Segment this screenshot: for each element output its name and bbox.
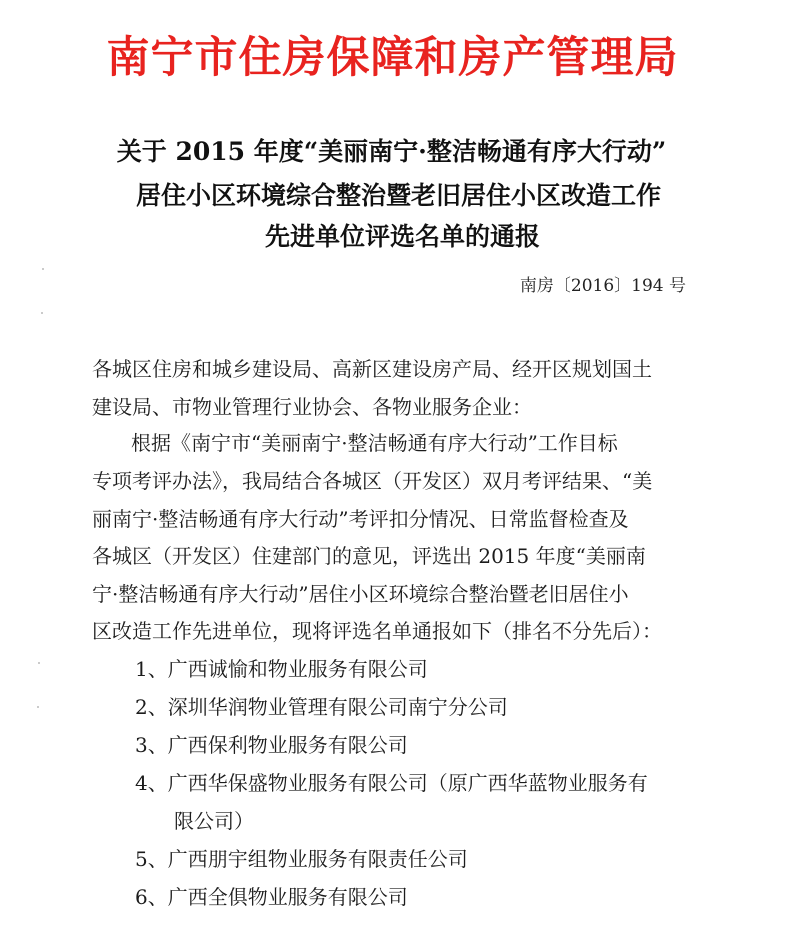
body-paragraph-line-3: 丽南宁·整洁畅通有序大行动”考评扣分情况、日常监督检查及 [92, 507, 629, 531]
notice-title-line-1: 关于 2015 年度“美丽南宁·整洁畅通有序大行动” [116, 137, 667, 166]
body-paragraph-line-4: 各城区（开发区）住建部门的意见，评选出 2015 年度“美丽南 [92, 544, 646, 568]
issuing-organization-header: 南宁市住房保障和房产管理局 [106, 33, 679, 83]
scan-speck [38, 662, 40, 664]
list-item-continuation: 限公司） [174, 809, 254, 833]
body-paragraph-line-5: 宁·整洁畅通有序大行动”居住小区环境综合整治暨老旧居住小 [92, 582, 629, 606]
list-item: 6、广西全俱物业服务有限公司 [135, 885, 408, 909]
list-item: 1、广西诚愉和物业服务有限公司 [135, 657, 428, 681]
list-item: 2、深圳华润物业管理有限公司南宁分公司 [135, 695, 508, 719]
recipients-line-2: 建设局、市物业管理行业协会、各物业服务企业： [92, 395, 532, 419]
scan-speck [37, 706, 39, 708]
recipients-line-1: 各城区住房和城乡建设局、高新区建设房产局、经开区规划国土 [92, 357, 652, 381]
scan-speck [41, 312, 43, 314]
list-item: 3、广西保利物业服务有限公司 [135, 733, 408, 757]
scan-speck [42, 268, 44, 270]
document-number: 南房〔2016〕194 号 [519, 276, 686, 296]
body-paragraph-line-6: 区改造工作先进单位，现将评选名单通报如下（排名不分先后）： [92, 619, 662, 643]
notice-title-line-2: 居住小区环境综合整治暨老旧居住小区改造工作 [135, 181, 661, 210]
body-paragraph-line-2: 专项考评办法》，我局结合各城区（开发区）双月考评结果、“美 [92, 469, 653, 493]
notice-title-line-3: 先进单位评选名单的通报 [264, 222, 540, 251]
list-item: 5、广西朋宇组物业服务有限责任公司 [135, 847, 468, 871]
list-item: 4、广西华保盛物业服务有限公司（原广西华蓝物业服务有 [135, 771, 648, 795]
body-paragraph-line-1: 根据《南宁市“美丽南宁·整洁畅通有序大行动”工作目标 [131, 431, 618, 455]
